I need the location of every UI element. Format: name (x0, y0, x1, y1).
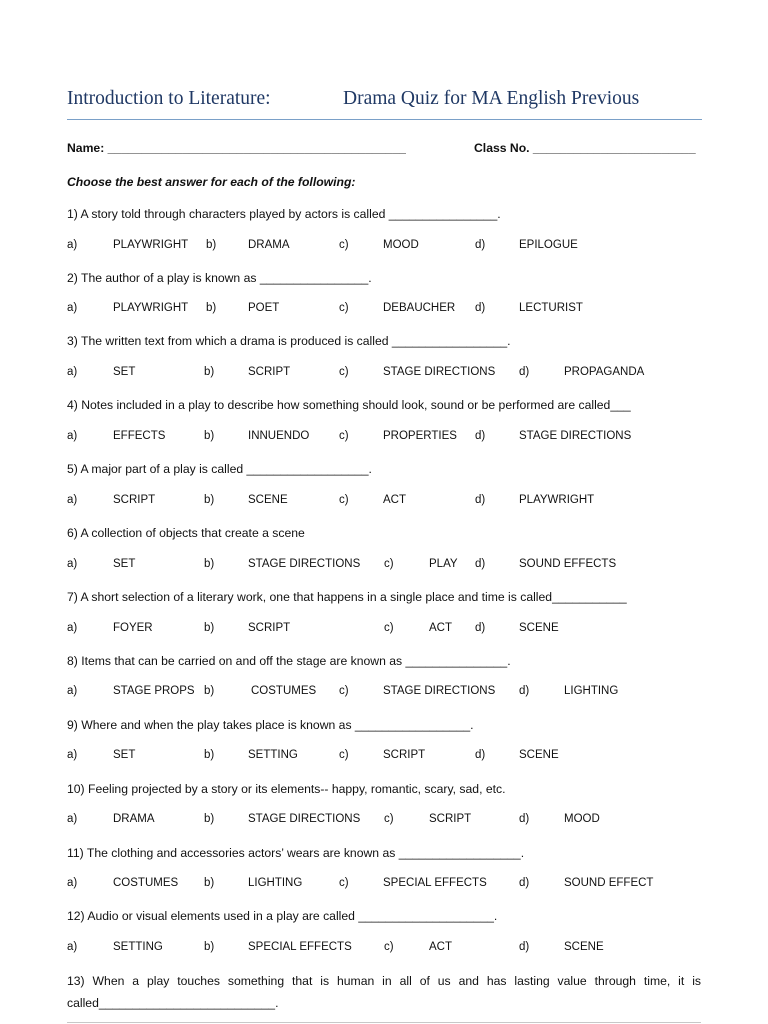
option-text: PLAY (429, 558, 458, 570)
option-text: SETTING (248, 749, 298, 761)
option-letter: b) (204, 685, 215, 697)
option-text: ACT (429, 622, 452, 634)
option-text: STAGE PROPS (113, 685, 195, 697)
option-text: FOYER (113, 622, 153, 634)
option-letter: a) (67, 494, 78, 506)
question-7: 7) A short selection of a literary work, one that happens in a single place and time is called___________ (67, 590, 627, 604)
option-text: SCENE (519, 622, 559, 634)
header-rule (67, 119, 702, 120)
question-1: 1) A story told through characters played by actors is called ________________. (67, 207, 501, 221)
footer-rule (67, 1022, 701, 1023)
option-letter: c) (339, 749, 349, 761)
option-letter: d) (519, 877, 530, 889)
option-letter: d) (519, 813, 530, 825)
name-field-label: Name: ____________________________________________ (67, 141, 406, 155)
option-letter: c) (339, 685, 349, 697)
option-text: SCRIPT (383, 749, 426, 761)
header-quiz-title: Drama Quiz for MA English Previous (343, 88, 640, 109)
option-letter: c) (339, 366, 349, 378)
option-letter: c) (384, 622, 394, 634)
option-text: PLAYWRIGHT (113, 302, 189, 314)
option-letter: a) (67, 749, 78, 761)
option-text: EFFECTS (113, 430, 166, 442)
option-text: ACT (383, 494, 406, 506)
option-letter: c) (339, 430, 349, 442)
page-header (67, 88, 701, 118)
option-letter: d) (475, 302, 486, 314)
option-text: SCENE (248, 494, 288, 506)
question-9: 9) Where and when the play takes place is known as _________________. (67, 718, 474, 732)
option-letter: a) (67, 685, 78, 697)
option-letter: c) (339, 302, 349, 314)
option-text: SET (113, 558, 136, 570)
option-text: PLAYWRIGHT (519, 494, 595, 506)
option-letter: d) (475, 430, 486, 442)
option-text: SCENE (564, 941, 604, 953)
option-text: PROPAGANDA (564, 366, 645, 378)
question-13-line-1: 13) When a play touches something that is human in all of us and has lasting value through time, it is (67, 974, 701, 988)
option-text: INNUENDO (248, 430, 310, 442)
option-text: MOOD (383, 239, 419, 251)
option-letter: b) (204, 494, 215, 506)
option-text: POET (248, 302, 280, 314)
option-letter: a) (67, 366, 78, 378)
option-letter: b) (204, 877, 215, 889)
question-12: 12) Audio or visual elements used in a play are called ____________________. (67, 909, 498, 923)
question-8: 8) Items that can be carried on and off the stage are known as _______________. (67, 654, 511, 668)
option-text: DRAMA (113, 813, 155, 825)
option-letter: a) (67, 813, 78, 825)
option-letter: a) (67, 941, 78, 953)
option-text: LIGHTING (248, 877, 303, 889)
option-text: SETTING (113, 941, 163, 953)
option-text: PLAYWRIGHT (113, 239, 189, 251)
question-5: 5) A major part of a play is called __________________. (67, 462, 372, 476)
option-text: MOOD (564, 813, 600, 825)
option-letter: c) (384, 941, 394, 953)
option-letter: d) (519, 685, 530, 697)
question-10: 10) Feeling projected by a story or its elements-- happy, romantic, scary, sad, etc. (67, 782, 506, 796)
option-text: SET (113, 749, 136, 761)
instructions: Choose the best answer for each of the following: (67, 175, 356, 189)
option-letter: b) (206, 239, 217, 251)
option-letter: c) (339, 494, 349, 506)
question-4: 4) Notes included in a play to describe how something should look, sound or be performed are called___ (67, 398, 631, 412)
option-letter: b) (204, 430, 215, 442)
option-letter: d) (475, 558, 486, 570)
option-text: SET (113, 366, 136, 378)
option-text: STAGE DIRECTIONS (383, 685, 496, 697)
option-letter: a) (67, 430, 78, 442)
option-letter: a) (67, 302, 78, 314)
option-letter: c) (384, 813, 394, 825)
option-text: SCRIPT (248, 366, 291, 378)
option-text: DRAMA (248, 239, 290, 251)
option-text: SCRIPT (429, 813, 472, 825)
option-text: LECTURIST (519, 302, 583, 314)
option-text: EPILOGUE (519, 239, 578, 251)
question-6: 6) A collection of objects that create a scene (67, 526, 305, 540)
option-text: SOUND EFFECT (564, 877, 654, 889)
option-text: ACT (429, 941, 452, 953)
header-course-title: Introduction to Literature: (67, 88, 271, 109)
option-letter: c) (384, 558, 394, 570)
question-2: 2) The author of a play is known as ________________. (67, 271, 372, 285)
option-letter: a) (67, 622, 78, 634)
option-text: SPECIAL EFFECTS (383, 877, 487, 889)
option-letter: b) (206, 302, 217, 314)
option-text: SCENE (519, 749, 559, 761)
option-letter: a) (67, 558, 78, 570)
option-text: SCRIPT (248, 622, 291, 634)
option-letter: b) (204, 749, 215, 761)
option-letter: b) (204, 622, 215, 634)
option-letter: c) (339, 239, 349, 251)
option-text: SPECIAL EFFECTS (248, 941, 352, 953)
option-letter: b) (204, 941, 215, 953)
option-text: SOUND EFFECTS (519, 558, 617, 570)
option-letter: b) (204, 558, 215, 570)
option-text: PROPERTIES (383, 430, 457, 442)
option-text: DEBAUCHER (383, 302, 456, 314)
option-text: SCRIPT (113, 494, 156, 506)
option-letter: b) (204, 813, 215, 825)
option-letter: b) (204, 366, 215, 378)
option-text: STAGE DIRECTIONS (248, 558, 361, 570)
option-letter: d) (475, 494, 486, 506)
option-letter: a) (67, 239, 78, 251)
option-text: COSTUMES (113, 877, 179, 889)
option-text: LIGHTING (564, 685, 619, 697)
option-letter: c) (339, 877, 349, 889)
option-text: STAGE DIRECTIONS (248, 813, 361, 825)
option-letter: a) (67, 877, 78, 889)
option-letter: d) (475, 622, 486, 634)
option-letter: d) (475, 749, 486, 761)
option-letter: d) (475, 239, 486, 251)
question-3: 3) The written text from which a drama is produced is called _________________. (67, 334, 511, 348)
option-letter: d) (519, 941, 530, 953)
question-11: 11) The clothing and accessories actors’ wears are known as __________________. (67, 846, 525, 860)
question-13-line-2: called__________________________. (67, 996, 279, 1010)
option-text: COSTUMES (251, 685, 317, 697)
option-letter: d) (519, 366, 530, 378)
option-text: STAGE DIRECTIONS (383, 366, 496, 378)
class-no-field-label: Class No. ________________________ (474, 141, 696, 155)
option-text: STAGE DIRECTIONS (519, 430, 632, 442)
